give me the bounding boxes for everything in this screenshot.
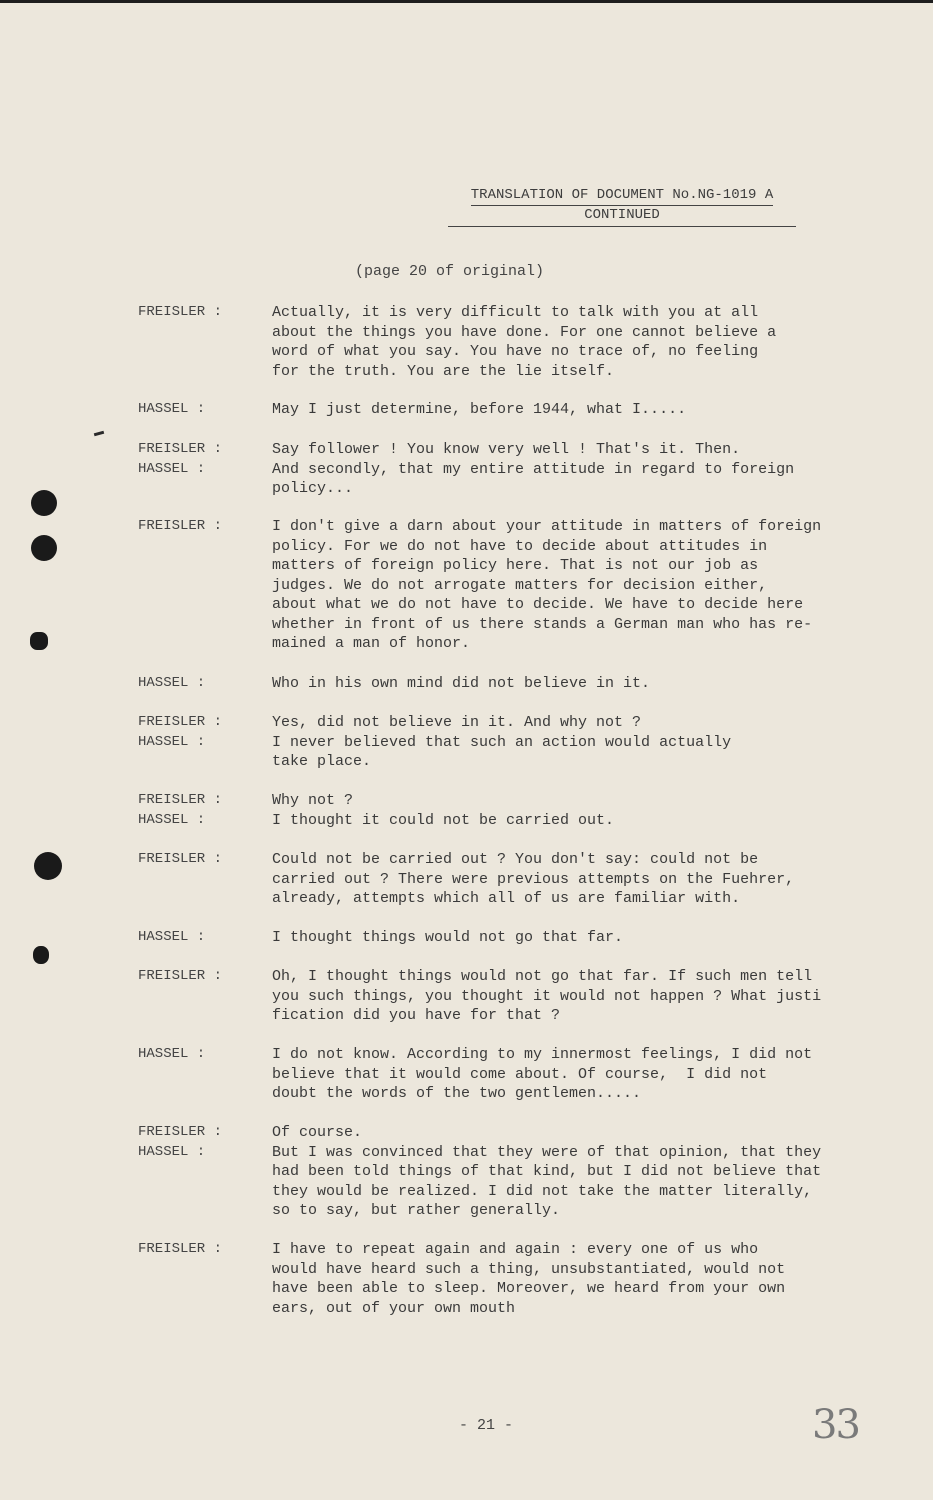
speaker-label: HASSEL : (138, 1046, 206, 1062)
speech-line: May I just determine, before 1944, what I..... (272, 401, 687, 418)
speech-line: you such things, you thought it would not happen ? What justi (272, 987, 822, 1005)
speaker-label: HASSEL : (138, 929, 206, 945)
speech-text (272, 791, 872, 830)
speech-line: would have heard such a thing, unsubstantiated, would not (272, 1260, 786, 1278)
speech-line: ears, out of your own mouth (272, 1299, 516, 1317)
speaker-label: FREISLER : (138, 1124, 223, 1140)
speech-line: they would be realized. I did not take the matter literally, (272, 1182, 813, 1200)
speaker-label: FREISLER : (138, 968, 223, 984)
handwritten-page-number: 33 (812, 1402, 859, 1448)
speaker-labels (138, 1045, 258, 1065)
speech-line: Yes, did not believe in it. And why not ? (272, 714, 642, 731)
speaker-label: HASSEL : (138, 460, 206, 477)
speaker-labels (138, 713, 258, 752)
speaker-label: HASSEL : (138, 401, 206, 417)
speech-line: I don't give a darn about your attitude in matters of foreign (272, 518, 822, 535)
speech-line: Who in his own mind did not believe in it. (272, 675, 651, 692)
speech-line: carried out ? There were previous attempts on the Fuehrer, (272, 870, 795, 888)
speaker-labels (138, 1123, 258, 1162)
speech-line: I do not know. According to my innermost feelings, I did not (272, 1046, 813, 1063)
punch-hole (33, 946, 49, 964)
speaker-label: FREISLER : (138, 792, 223, 808)
speech-line: have been able to sleep. Moreover, we heard from your own (272, 1280, 786, 1297)
speech-line: had been told things of that kind, but I did not believe that (272, 1163, 822, 1180)
speech-line: for the truth. You are the lie itself. (272, 362, 615, 380)
speaker-label: FREISLER : (138, 714, 223, 730)
speaker-label: FREISLER : (138, 851, 223, 867)
speech-line: doubt the words of the two gentlemen..... (272, 1085, 642, 1102)
speaker-labels (138, 1240, 258, 1260)
speech-line: take place. (272, 753, 372, 770)
speaker-labels (138, 674, 258, 694)
speech-text (272, 674, 872, 694)
speech-line: matters of foreign policy here. That is not our job as (272, 557, 759, 574)
speech-text (272, 517, 872, 654)
speech-line: policy... (272, 480, 354, 497)
speech-line: word of what you say. You have no trace of, no feeling (272, 343, 759, 360)
speaker-label: FREISLER : (138, 304, 223, 320)
speech-text (272, 928, 872, 948)
speech-line: whether in front of us there stands a German man who has re- (272, 615, 813, 633)
speech-text (272, 303, 872, 381)
speech-line: policy. For we do not have to decide about attitudes in (272, 537, 768, 555)
speech-text (272, 850, 872, 909)
speaker-label: FREISLER : (138, 518, 223, 534)
speech-text (272, 400, 872, 420)
speech-line: fication did you have for that ? (272, 1007, 561, 1024)
speaker-label: HASSEL : (138, 811, 206, 828)
top-edge-line (0, 0, 933, 3)
speech-line: Actually, it is very difficult to talk with you at all (272, 304, 759, 321)
speech-line: about what we do not have to decide. We have to decide here (272, 596, 804, 613)
speaker-labels (138, 303, 258, 323)
speech-text (272, 1240, 872, 1318)
speech-line: judges. We do not arrogate matters for decision either, (272, 576, 768, 594)
speech-line: mained a man of honor. (272, 635, 471, 652)
speech-line: believe that it would come about. Of course, I did not (272, 1065, 768, 1083)
speech-line: I thought it could not be carried out. (272, 811, 615, 829)
speaker-labels (138, 967, 258, 987)
speech-line: about the things you have done. For one cannot believe a (272, 323, 777, 341)
header-title: TRANSLATION OF DOCUMENT No.NG-1019 A (471, 186, 773, 206)
header-subtitle: CONTINUED (448, 206, 796, 227)
speech-text (272, 1045, 872, 1104)
punch-hole (30, 632, 48, 650)
speaker-label: FREISLER : (138, 1241, 223, 1257)
speaker-label: FREISLER : (138, 441, 223, 457)
speech-line: I never believed that such an action would actually (272, 733, 732, 751)
speech-line: Say follower ! You know very well ! That's it. Then. (272, 441, 741, 458)
speech-line: I thought things would not go that far. (272, 929, 624, 946)
speaker-labels (138, 400, 258, 420)
speech-text (272, 967, 872, 1026)
punch-hole (31, 535, 57, 561)
ink-mark (94, 431, 104, 436)
speaker-labels (138, 440, 258, 479)
document-header (448, 186, 796, 227)
speech-line: Could not be carried out ? You don't say: could not be (272, 851, 759, 868)
speech-line: so to say, but rather generally. (272, 1202, 561, 1219)
page-reference: (page 20 of original) (355, 263, 545, 280)
punch-hole (31, 490, 57, 516)
punch-hole (34, 852, 62, 880)
speaker-labels (138, 791, 258, 830)
speech-text (272, 440, 872, 499)
speaker-labels (138, 928, 258, 948)
speech-line: Why not ? (272, 792, 354, 809)
speech-text (272, 1123, 872, 1221)
speech-line: Of course. (272, 1124, 363, 1141)
speaker-label: HASSEL : (138, 1143, 206, 1160)
speaker-labels (138, 850, 258, 870)
speaker-labels (138, 517, 258, 537)
page-number: - 21 - (459, 1417, 514, 1434)
speech-line: And secondly, that my entire attitude in regard to foreign (272, 460, 795, 478)
speaker-label: HASSEL : (138, 675, 206, 691)
speech-line: already, attempts which all of us are familiar with. (272, 890, 741, 907)
speech-line: Oh, I thought things would not go that far. If such men tell (272, 968, 813, 985)
speech-line: I have to repeat again and again : every one of us who (272, 1241, 759, 1258)
speech-text (272, 713, 872, 772)
speech-line: But I was convinced that they were of that opinion, that they (272, 1143, 822, 1161)
speaker-label: HASSEL : (138, 733, 206, 750)
